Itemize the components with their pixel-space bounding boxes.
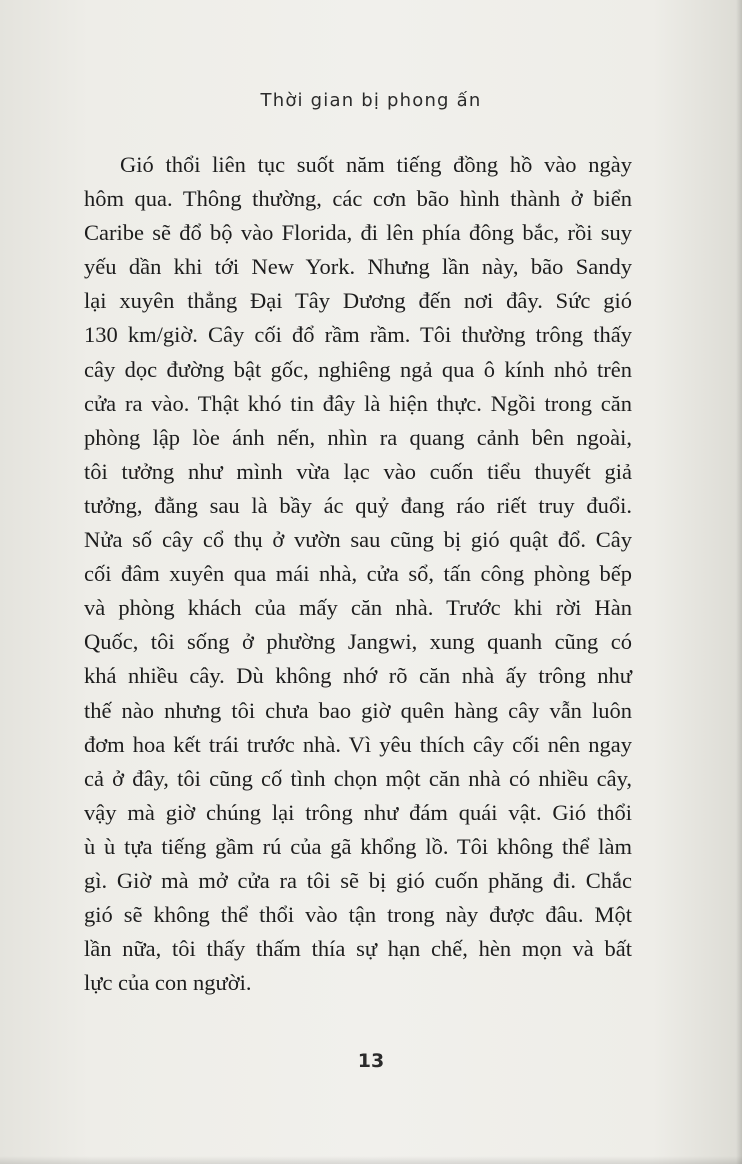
text-line: Quốc, tôi sống ở phường Jangwi, xung quanh cũng có xyxy=(84,629,632,655)
text-line: Gió thổi liên tục suốt năm tiếng đồng hồ vào ngày xyxy=(120,152,632,177)
text-line: và phòng khách của mấy căn nhà. Trước khi rời Hàn xyxy=(84,595,632,621)
page-edge-shadow xyxy=(736,0,742,1164)
text-line: cối đâm xuyên qua mái nhà, cửa sổ, tấn công phòng bếp xyxy=(84,561,632,587)
text-line: yếu dần khi tới New York. Nhưng lần này, bão Sandy xyxy=(84,254,632,280)
text-line: vậy mà giờ chúng lại trông như đám quái vật. Gió thổi xyxy=(84,799,632,825)
text-line: Nửa số cây cổ thụ ở vườn sau cũng bị gió quật đổ. Cây xyxy=(84,527,632,553)
text-line: cả ở đây, tôi cũng cố tình chọn một căn nhà có nhiều cây, xyxy=(84,765,632,791)
page-edge-shadow xyxy=(0,1156,742,1164)
text-line: cây dọc đường bật gốc, nghiêng ngả qua ô kính nhỏ trên xyxy=(84,356,632,382)
running-header: Thời gian bị phong ấn xyxy=(260,90,482,111)
text-line: gió sẽ không thể thổi vào tận trong này được đâu. Một xyxy=(84,902,632,928)
text-line: tôi tưởng như mình vừa lạc vào cuốn tiểu thuyết giả xyxy=(84,458,632,484)
text-line: cửa ra vào. Thật khó tin đây là hiện thực. Ngồi trong căn xyxy=(84,390,632,416)
text-line: lực của con người. xyxy=(84,970,252,996)
text-line: thế nào nhưng tôi chưa bao giờ quên hàng cây vẫn luôn xyxy=(84,697,632,723)
text-line: ù ù tựa tiếng gầm rú của gã khổng lồ. Tôi không thể làm xyxy=(84,833,632,859)
text-line: Caribe sẽ đổ bộ vào Florida, đi lên phía đông bắc, rồi suy xyxy=(84,220,632,246)
text-line: 130 km/giờ. Cây cối đổ rầm rầm. Tôi thường trông thấy xyxy=(84,322,632,348)
body-paragraph xyxy=(84,148,632,1000)
text-line: lại xuyên thẳng Đại Tây Dương đến nơi đây. Sức gió xyxy=(84,288,632,314)
text-line: hôm qua. Thông thường, các cơn bão hình thành ở biển xyxy=(84,186,632,212)
text-line: phòng lập lòe ánh nến, nhìn ra quang cảnh bên ngoài, xyxy=(84,424,632,450)
text-line: gì. Giờ mà mở cửa ra tôi sẽ bị gió cuốn phăng đi. Chắc xyxy=(84,867,632,893)
text-line: đơm hoa kết trái trước nhà. Vì yêu thích cây cối nên ngay xyxy=(84,731,632,757)
page-number: 13 xyxy=(357,1050,385,1072)
text-line: tưởng, đằng sau là bầy ác quỷ đang ráo riết truy đuổi. xyxy=(84,492,632,518)
text-line: lần nữa, tôi thấy thấm thía sự hạn chế, hèn mọn và bất xyxy=(84,936,632,962)
text-line: khá nhiều cây. Dù không nhớ rõ căn nhà ấy trông như xyxy=(84,663,632,689)
